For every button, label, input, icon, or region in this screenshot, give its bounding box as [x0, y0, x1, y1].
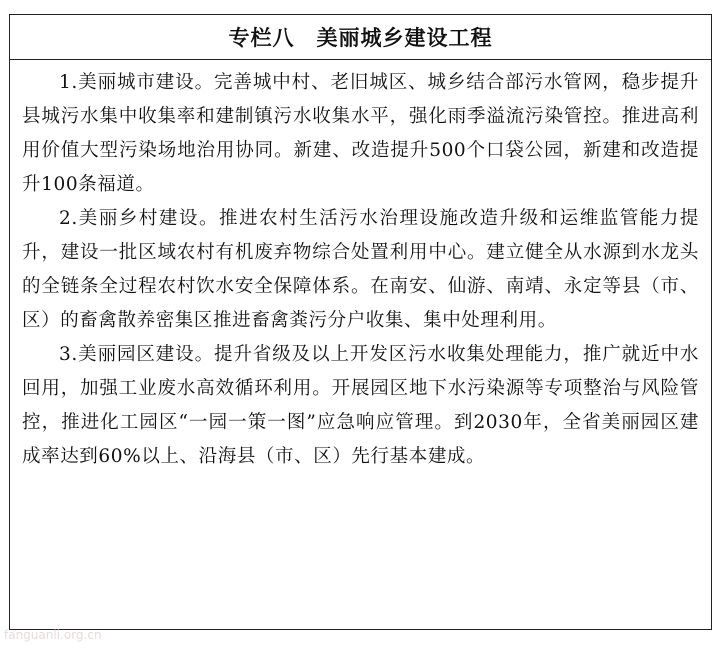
paragraph-park: 3.美丽园区建设。提升省级及以上开发区污水收集处理能力，推广就近中水回用，加强工业废水高效循环利用。开展园区地下水污染源等专项整治与风险管控，推进化工园区“一园一策一图”应急响应管理。到2030年，全省美丽园区建成率达到60%以上、沿海县（市、区）先行基本建成。	[22, 344, 699, 467]
box-content	[10, 60, 711, 474]
box-title: 专栏八 美丽城乡建设工程	[228, 26, 493, 50]
paragraph-city: 1.美丽城市建设。完善城中村、老旧城区、城乡结合部污水管网，稳步提升县城污水集中收集率和建制镇污水收集水平，强化雨季溢流污染管控。推进高利用价值大型污染场地治用协同。新建、改造提升500个口袋公园，新建和改造提升100条福道。	[22, 72, 699, 195]
box-header	[10, 15, 711, 60]
watermark: fanguanli.org.cn	[4, 628, 102, 642]
paragraph-village: 2.美丽乡村建设。推进农村生活污水治理设施改造升级和运维监管能力提升，建设一批区域农村有机废弃物综合处置利用中心。建立健全从水源到水龙头的全链条全过程农村饮水安全保障体系。在南安、仙游、南靖、永定等县（市、区）的畜禽散养密集区推进畜禽粪污分户收集、集中处理利用。	[22, 208, 699, 331]
program-box	[9, 14, 712, 630]
